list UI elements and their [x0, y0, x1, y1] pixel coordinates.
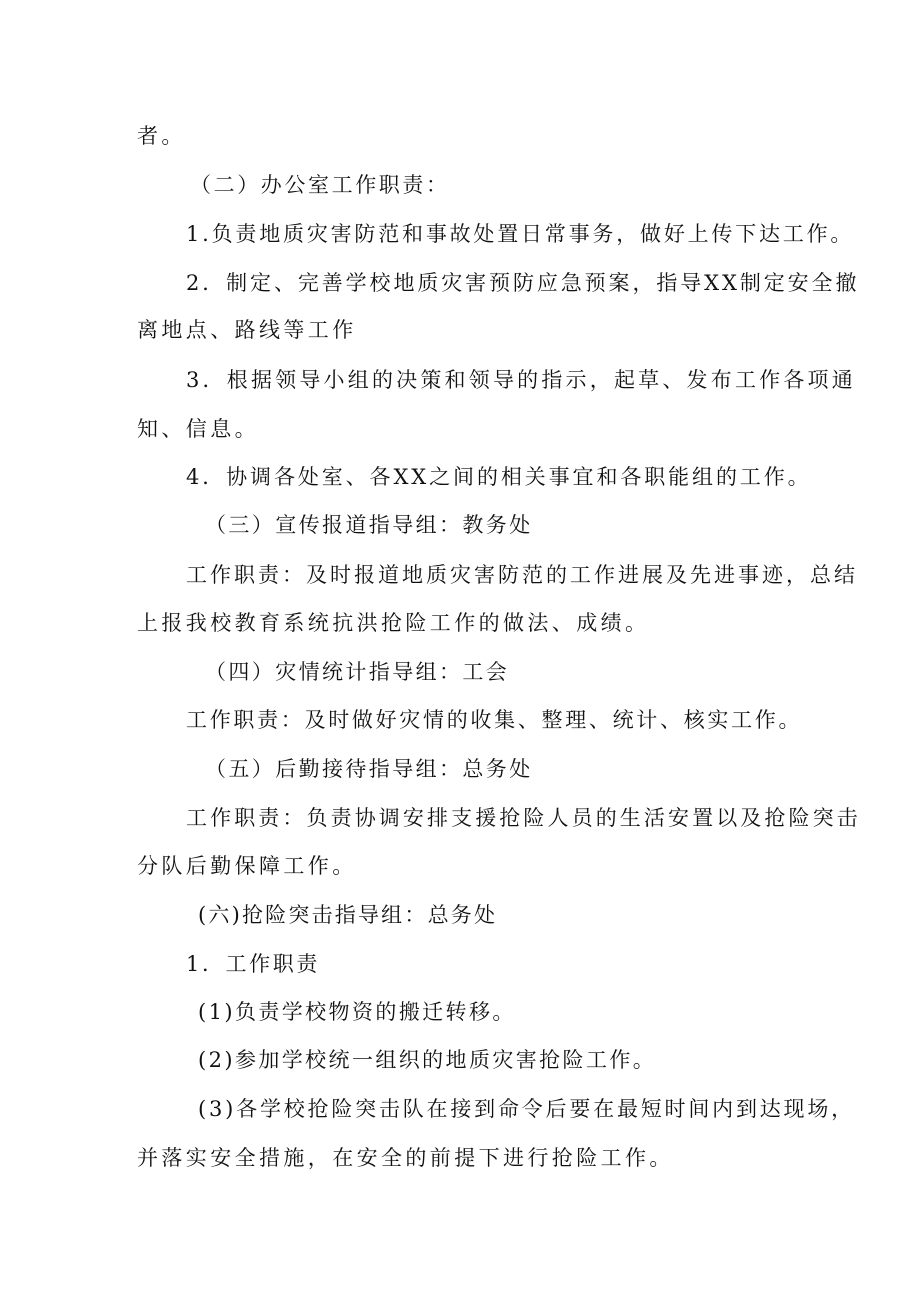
- text-line: 工作职责：及时做好灾情的收集、整理、统计、核实工作。: [186, 708, 803, 732]
- section-heading-logistics: （五）后勤接待指导组：总务处: [205, 757, 533, 781]
- section-heading-office: （二）办公室工作职责：: [190, 173, 450, 197]
- list-item: (1)负责学校物资的搬迁转移。: [198, 1000, 516, 1024]
- text-line: 工作职责：负责协调安排支援抢险人员的生活安置以及抢险突击: [186, 806, 861, 830]
- text-line: 分队后勤保障工作。: [137, 854, 357, 878]
- list-item: (3)各学校抢险突击队在接到命令后要在最短时间内到达现场，: [198, 1097, 855, 1121]
- section-heading-rescue: (六)抢险突击指导组：总务处: [198, 903, 498, 927]
- text-line: 者。: [137, 124, 186, 148]
- list-item: (2)参加学校统一组织的地质灾害抢险工作。: [198, 1048, 657, 1072]
- section-heading-statistics: （四）灾情统计指导组：工会: [205, 660, 510, 684]
- text-line: 离地点、路线等工作: [137, 318, 357, 342]
- subheading-duties: 1．工作职责: [186, 952, 320, 976]
- text-line: 上报我校教育系统抗洪抢险工作的做法、成绩。: [137, 611, 650, 635]
- text-line: 知、信息。: [137, 417, 259, 441]
- text-line: 工作职责：及时报道地质灾害防范的工作进展及先进事迹，总结: [186, 563, 858, 587]
- section-heading-publicity: （三）宣传报道指导组：教务处: [205, 513, 533, 537]
- text-line: 3．根据领导小组的决策和领导的指示，起草、发布工作各项通: [186, 368, 856, 392]
- text-line: 并落实安全措施，在安全的前提下进行抢险工作。: [137, 1146, 674, 1170]
- text-line: 1.负责地质灾害防范和事故处置日常事务，做好上传下达工作。: [186, 222, 855, 246]
- text-line: 2．制定、完善学校地质灾害预防应急预案，指导XX制定安全撤: [186, 271, 860, 295]
- text-line: 4．协调各处室、各XX之间的相关事宜和各职能组的工作。: [186, 465, 812, 489]
